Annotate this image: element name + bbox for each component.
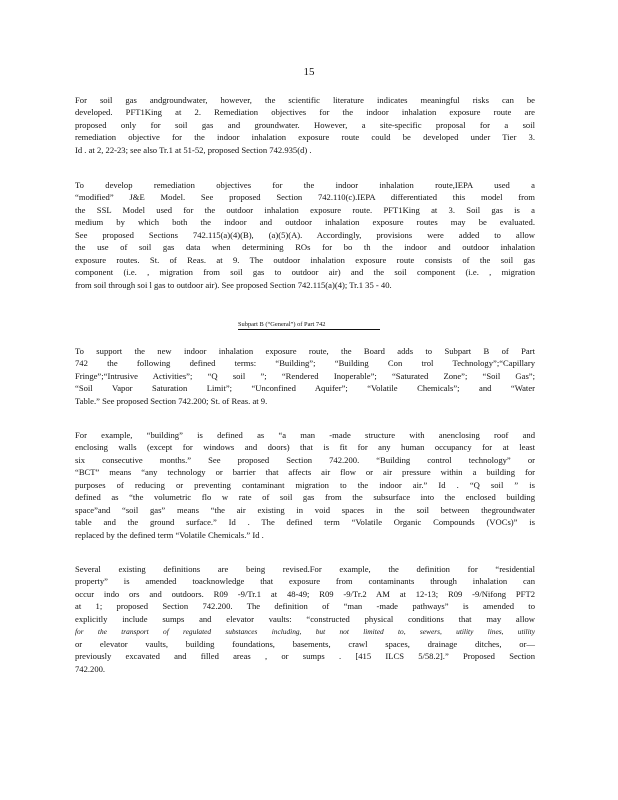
paragraph-4-line-3: six consecutive months.” See proposed Section 742.200. “Building control technology” or bbox=[75, 455, 535, 465]
paragraph-1-line-4: remediation objective for the indoor inhalation exposure route could be developed under Tier 3. bbox=[75, 132, 535, 142]
paragraph-3-line-1: To support the new indoor inhalation exposure route, the Board adds to Subpart B of Part bbox=[75, 346, 535, 356]
paragraph-5-line-8: previously excavated and filled areas , or sumps . [415 ILCS 5/58.2].” Proposed Section bbox=[75, 651, 535, 661]
paragraph-5-line-1: Several existing definitions are being revised.For example, the definition for “residential bbox=[75, 564, 535, 574]
paragraph-5-line-3: occur indo ors and outdoors. R09 -9/Tr.1 at 48-49; R09 -9/Tr.2 AM at 12-13; R09 -9/Nifong PFT2 bbox=[75, 589, 535, 599]
paragraph-2-line-6: the use of soil gas data when determining ROs for bo th the indoor and outdoor inhalation bbox=[75, 242, 535, 252]
paragraph-4-line-9: replaced by the defined term “Volatile Chemicals.” Id . bbox=[75, 530, 264, 540]
paragraph-2-line-1: To develop remediation objectives for the indoor inhalation route,IEPA used a bbox=[75, 180, 535, 190]
paragraph-4-line-4: “BCT” means “any technology or barrier that affects air flow or air pressure within a building for bbox=[75, 467, 535, 477]
paragraph-4-line-8: table and the ground surface.” Id . The defined term “Volatile Organic Compounds (VOCs)” is bbox=[75, 517, 535, 527]
paragraph-4-line-5: purposes of reducing or preventing contaminant migration to the indoor air.” Id . “Q soil ” is bbox=[75, 480, 535, 490]
paragraph-2-line-9: from soil through soi l gas to outdoor air). See proposed Section 742.115(a)(4); Tr.1 35 - 40. bbox=[75, 280, 392, 290]
subpart-heading-text: Subpart B (“General”) of Part 742 bbox=[238, 321, 380, 330]
paragraph-1-line-5: Id . at 2, 22-23; see also Tr.1 at 51-52, proposed Section 742.935(d) . bbox=[75, 145, 312, 155]
paragraph-1-line-2: developed. PFT1King at 2. Remediation objectives for the indoor inhalation exposure route are bbox=[75, 107, 535, 117]
page-number: 15 bbox=[303, 66, 315, 78]
paragraph-5-line-6: for the transport of regulated substances including, but not limited to, sewers, utility lines, utility bbox=[75, 627, 535, 636]
paragraph-4-line-2: enclosing walls (except for windows and doors) that is fit for any human occupancy for at least bbox=[75, 442, 535, 452]
paragraph-5-line-9: 742.200. bbox=[75, 664, 106, 674]
paragraph-5-line-4: at 1; proposed Section 742.200. The definition of “man -made pathways” is amended to bbox=[75, 601, 535, 611]
paragraph-5-line-2: property” is amended toacknowledge that exposure from contaminants through inhalation can bbox=[75, 576, 535, 586]
paragraph-3-line-4: “Soil Vapor Saturation Limit”; “Unconfined Aquifer”; “Volatile Chemicals”; and “Water bbox=[75, 383, 535, 393]
paragraph-5-line-5: explicitly include sumps and elevator vaults: “constructed physical conditions that may allow bbox=[75, 614, 535, 624]
paragraph-5-line-7: or elevator vaults, building foundations, basements, crawl spaces, drainage ditches, or— bbox=[75, 639, 535, 649]
paragraph-2-line-4: medium by which both the indoor and outdoor inhalation exposure routes may be evaluated. bbox=[75, 217, 535, 227]
paragraph-4-line-1: For example, “building” is defined as “a man -made structure with anenclosing roof and bbox=[75, 430, 535, 440]
paragraph-3-line-3: Fringe”;“Intrusive Activities”; “Q soil ”; “Rendered Inoperable”; “Saturated Zone”; “Soil Gas”; bbox=[75, 371, 535, 381]
paragraph-1-line-3: proposed only for soil gas and groundwater. However, a site-specific proposal for a soil bbox=[75, 120, 535, 130]
paragraph-3-line-5: Table.” See proposed Section 742.200; St. of Reas. at 9. bbox=[75, 396, 268, 406]
subpart-heading bbox=[0, 321, 618, 330]
paragraph-3-line-2: 742 the following defined terms: “Building”; “Building Con trol Technology”;“Capillary bbox=[75, 358, 535, 368]
paragraph-2-line-3: the SSL Model used for the outdoor inhalation exposure route. PFT1King at 3. Soil gas is a bbox=[75, 205, 535, 215]
paragraph-1-line-1: For soil gas andgroundwater, however, the scientific literature indicates meaningful risks can be bbox=[75, 95, 535, 105]
paragraph-2-line-5: See proposed Sections 742.115(a)(4)(B), (a)(5)(A). Accordingly, provisions were added to allow bbox=[75, 230, 535, 240]
paragraph-2-line-7: exposure routes. St. of Reas. at 9. The outdoor inhalation exposure route consists of the soil gas bbox=[75, 255, 535, 265]
paragraph-2-line-8: component (i.e. , migration from soil gas to outdoor air) and the soil component (i.e. , migration bbox=[75, 267, 535, 277]
paragraph-4-line-6: defined as “the volumetric flo w rate of soil gas from the subsurface into the enclosed building bbox=[75, 492, 535, 502]
paragraph-2-line-2: “modified” J&E Model. See proposed Section 742.110(c).IEPA differentiated this model from bbox=[75, 192, 535, 202]
paragraph-4-line-7: space”and “soil gas” means “the air existing in void spaces in the soil between thegroundwater bbox=[75, 505, 535, 515]
